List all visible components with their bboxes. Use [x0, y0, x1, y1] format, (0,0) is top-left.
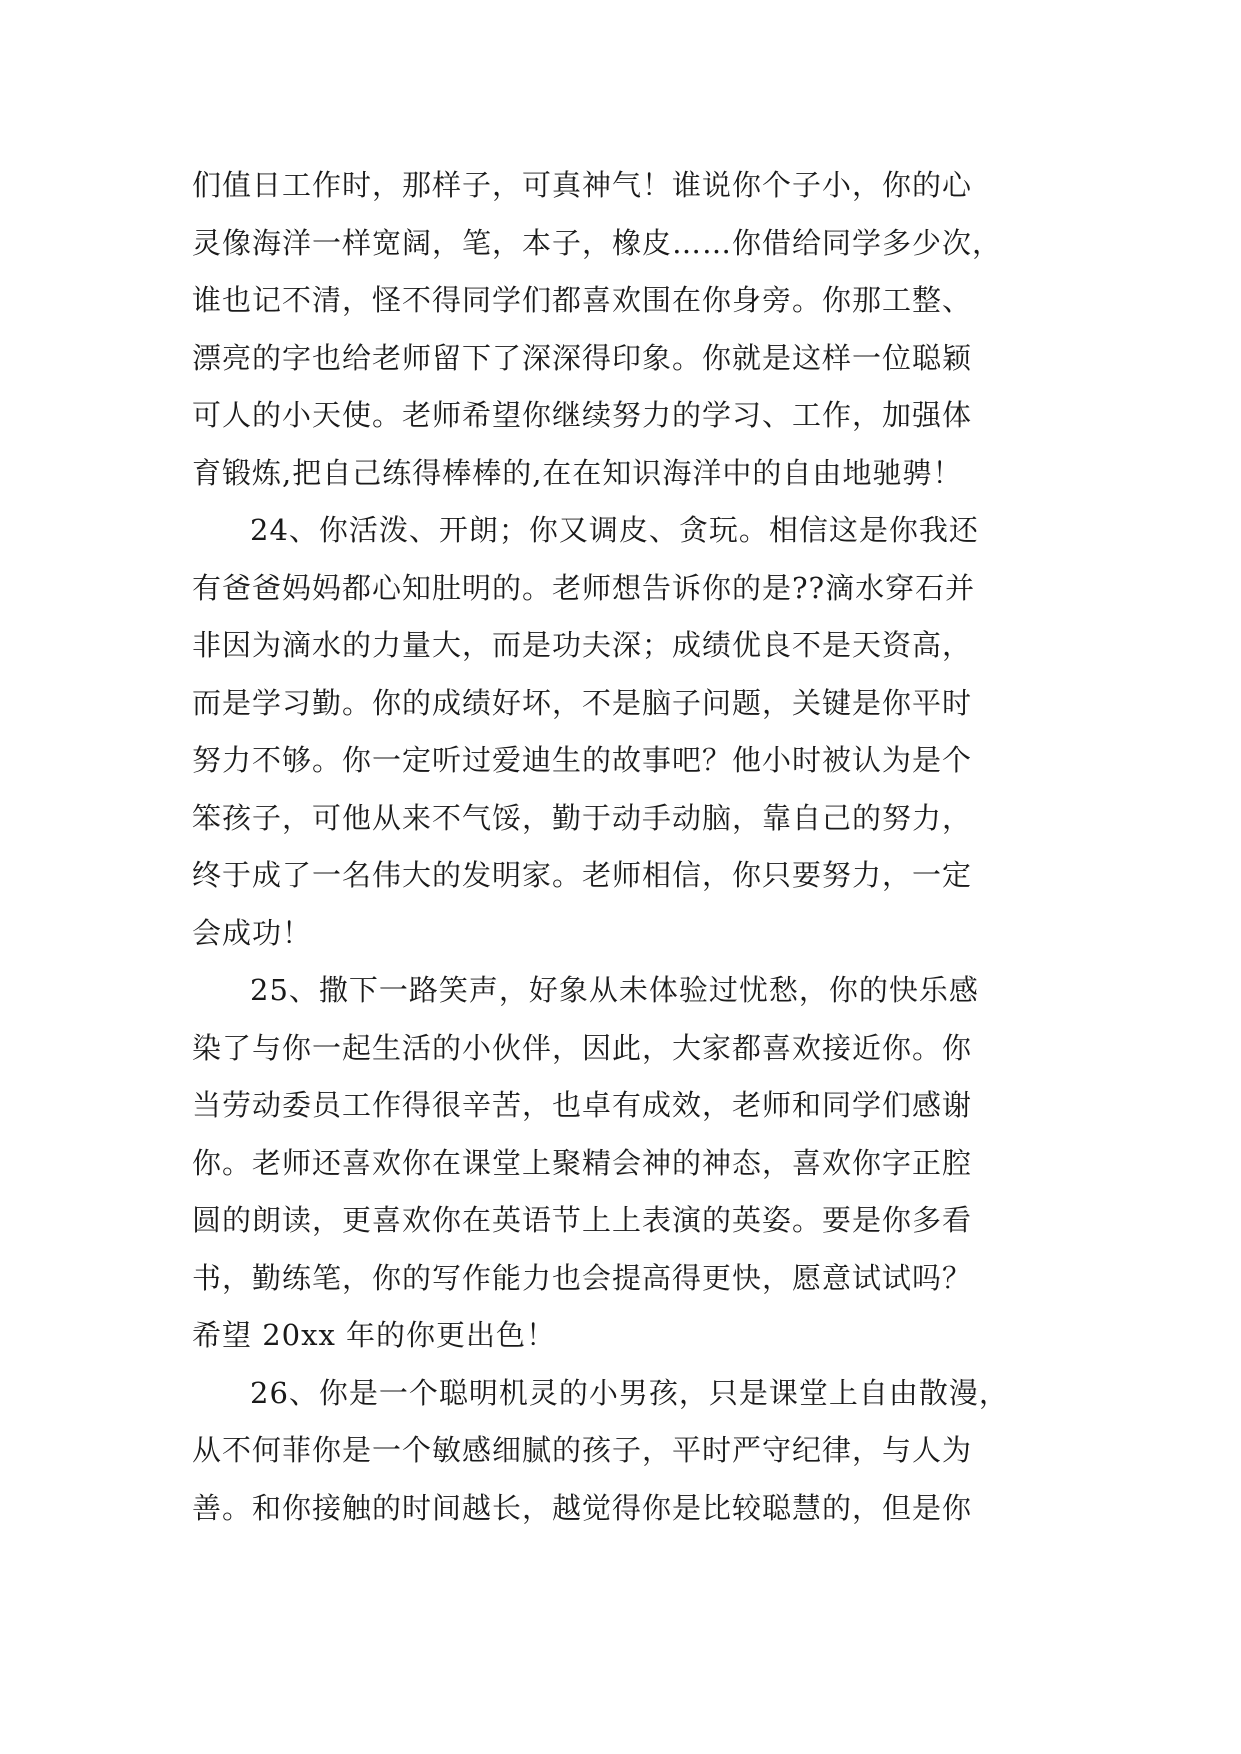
text-line: 而是学习勤。你的成绩好坏，不是脑子问题，关键是你平时: [192, 685, 973, 720]
text-line: 有爸爸妈妈都心知肚明的。老师想告诉你的是??滴水穿石并: [192, 570, 976, 605]
text-line: 希望 20xx 年的你更出色！: [192, 1318, 557, 1352]
text-line: 终于成了一名伟大的发明家。老师相信，你只要努力，一定: [192, 858, 973, 892]
text-line: 非因为滴水的力量大，而是功夫深；成绩优良不是天资高，: [192, 628, 973, 662]
text-line: 漂亮的字也给老师留下了深深得印象。你就是这样一位聪颖: [192, 340, 973, 375]
paragraph-first-line: 26、你是一个聪明机灵的小男孩，只是课堂上自由散漫，: [250, 1375, 1009, 1410]
text-line: 当劳动委员工作得很辛苦，也卓有成效，老师和同学们感谢: [192, 1088, 973, 1122]
text-line: 圆的朗读，更喜欢你在英语节上上表演的英姿。要是你多看: [192, 1203, 973, 1237]
text-line: 从不何菲你是一个敏感细腻的孩子，平时严守纪律，与人为: [192, 1433, 973, 1467]
text-line: 可人的小天使。老师希望你继续努力的学习、工作，加强体: [192, 398, 973, 432]
text-line: 努力不够。你一定听过爱迪生的故事吧？他小时被认为是个: [192, 743, 973, 777]
text-line: 会成功！: [192, 915, 313, 950]
text-line: 善。和你接触的时间越长，越觉得你是比较聪慧的，但是你: [192, 1490, 973, 1525]
text-line: 们值日工作时，那样子，可真神气！谁说你个子小，你的心: [192, 168, 973, 202]
text-line: 笨孩子，可他从来不气馁，勤于动手动脑，靠自己的努力，: [192, 800, 973, 835]
text-line: 灵像海洋一样宽阔，笔，本子，橡皮……你借给同学多少次，: [192, 225, 1003, 260]
body-text: [192, 157, 1072, 1537]
text-line: 你。老师还喜欢你在课堂上聚精会神的神态，喜欢你字正腔: [192, 1145, 973, 1180]
paragraph-first-line: 24、你活泼、开朗；你又调皮、贪玩。相信这是你我还: [250, 513, 979, 547]
text-line: 育锻炼,把自己练得棒棒的,在在知识海洋中的自由地驰骋！: [192, 455, 963, 490]
paragraph-first-line: 25、撒下一路笑声，好象从未体验过忧愁，你的快乐感: [250, 973, 979, 1007]
text-line: 谁也记不清，怪不得同学们都喜欢围在你身旁。你那工整、: [192, 283, 973, 317]
text-line: 染了与你一起生活的小伙伴，因此，大家都喜欢接近你。你: [192, 1030, 973, 1065]
text-line: 书，勤练笔，你的写作能力也会提高得更快，愿意试试吗？: [192, 1260, 973, 1295]
